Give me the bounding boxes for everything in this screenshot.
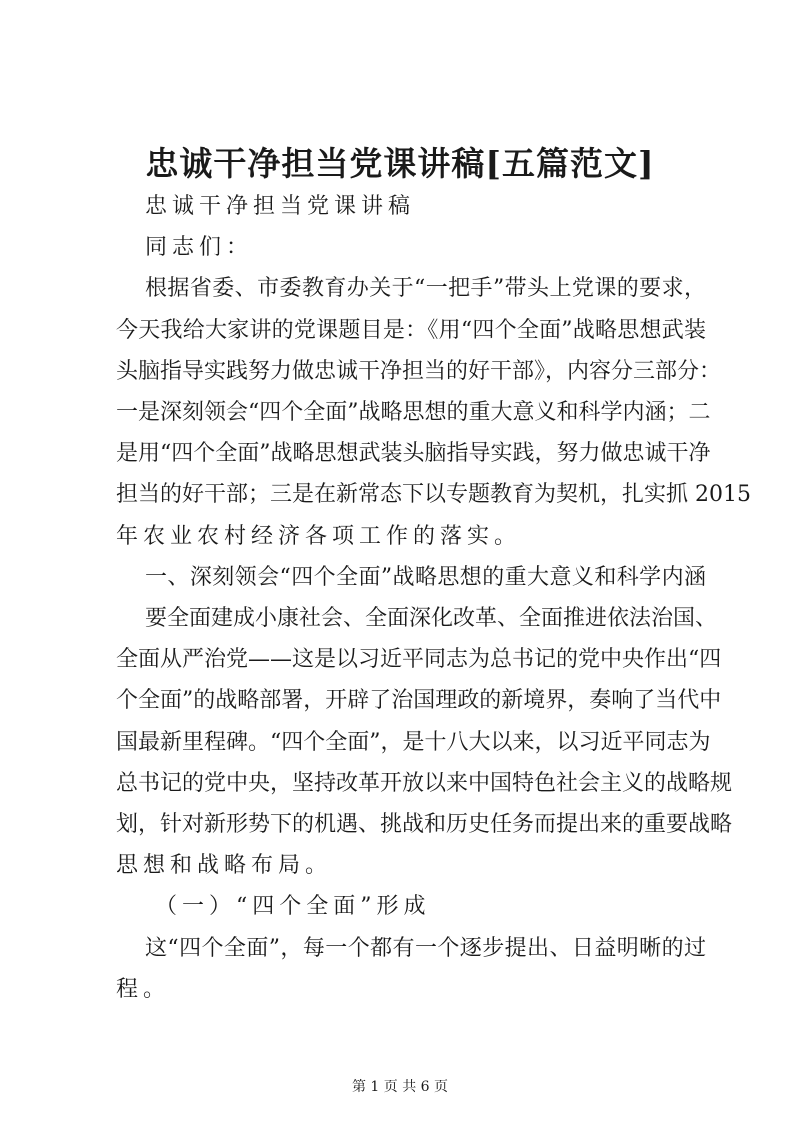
text-line: 年农业农村经济各项工作的落实。 — [116, 523, 522, 549]
text-line: 这“四个全面”，每一个都有一个逐步提出、日益明晰的过 — [145, 935, 706, 961]
text-line: 划，针对新形势下的机遇、挑战和历史任务而提出来的重要战略 — [116, 812, 733, 837]
text-line: 同志们： — [145, 235, 254, 261]
text-line: 头脑指导实践努力做忠诚干净担当的好干部》，内容分三部分： — [116, 358, 722, 384]
text-line: 一、深刻领会“四个全面”战略思想的重大意义和科学内涵 — [145, 564, 706, 590]
text-line: 要全面建成小康社会、全面深化改革、全面推进依法治国、 — [145, 606, 718, 631]
text-line: 是用“四个全面”战略思想武装头脑指导实践，努力做忠诚干净 — [116, 441, 711, 467]
text-line: 程。 — [116, 976, 171, 1002]
text-line: 担当的好干部；三是在新常态下以专题教育为契机，扎实抓 2015 — [116, 482, 751, 508]
text-line: 国最新里程碑。“四个全面”，是十八大以来，以习近平同志为 — [116, 729, 711, 755]
text-line: 今天我给大家讲的党课题目是：《用“四个全面”战略思想武装 — [116, 317, 706, 343]
document-title: 忠诚干净担当党课讲稿[五篇范文] — [145, 144, 655, 183]
page-footer: 第 1 页 共 6 页 — [351, 1079, 449, 1095]
text-line: 根据省委、市委教育办关于“一把手”带头上党课的要求， — [145, 276, 706, 302]
text-line: 总书记的党中央，坚持改革开放以来中国特色社会主义的战略规 — [116, 770, 733, 796]
text-line: 思想和战略布局。 — [116, 853, 333, 879]
text-line: 一是深刻领会“四个全面”战略思想的重大意义和科学内涵；二 — [116, 400, 711, 425]
text-line: 个全面”的战略部署，开辟了治国理政的新境界，奏响了当代中 — [116, 688, 722, 714]
text-line: 忠诚干净担当党课讲稿 — [145, 194, 416, 219]
text-line: （一）“四个全面”形成 — [155, 894, 431, 920]
text-line: 全面从严治党——这是以习近平同志为总书记的党中央作出“四 — [116, 647, 722, 673]
